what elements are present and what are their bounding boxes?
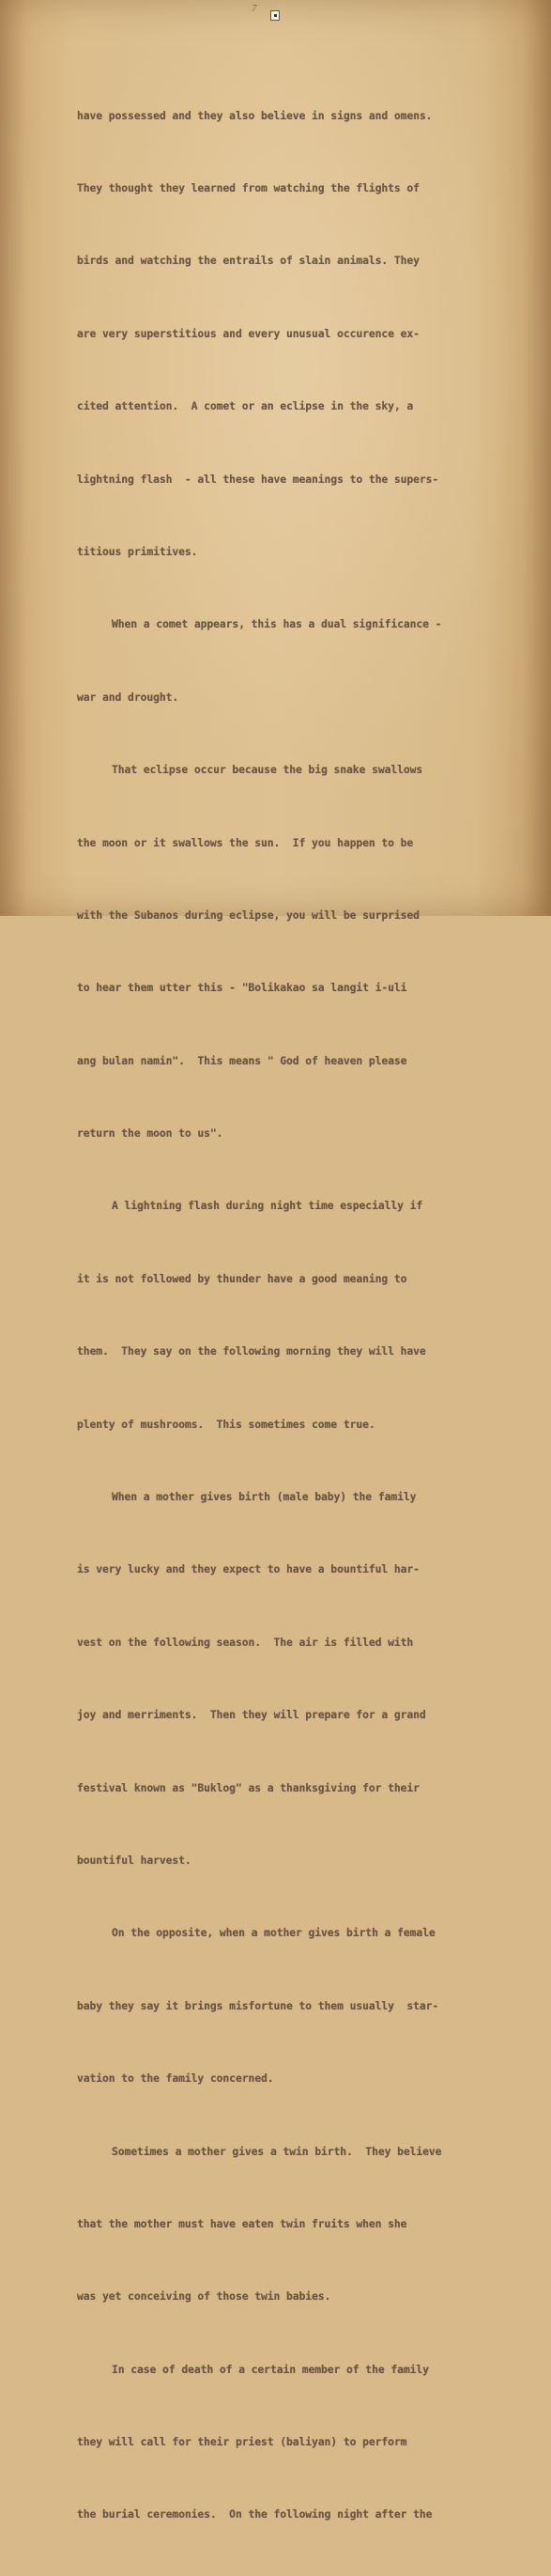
paragraph-first-line: In case of death of a certain member of the family — [112, 2362, 429, 2376]
paragraph-first-line: When a comet appears, this has a dual significance - — [112, 617, 442, 631]
binder-hole-icon — [270, 10, 280, 21]
text-line: joy and merriments. Then they will prepare for a grand — [77, 1708, 426, 1722]
body-text — [77, 55, 490, 2576]
text-line: vest on the following season. The air is filled with — [77, 1635, 414, 1649]
text-line: ang bulan namin". This means " God of heaven please — [77, 1053, 407, 1067]
text-line: bountiful harvest. — [77, 1853, 191, 1867]
paragraph-first-line: A lightning flash during night time especially if — [112, 1199, 423, 1213]
text-line: them. They say on the following morning they will have — [77, 1344, 426, 1358]
paragraph-first-line: Sometimes a mother gives a twin birth. They believe — [112, 2144, 442, 2158]
text-line: it is not followed by thunder have a good meaning to — [77, 1271, 407, 1285]
text-line: birds and watching the entrails of slain animals. They — [77, 254, 420, 268]
text-line: baby they say it brings misfortune to them usually star- — [77, 1998, 439, 2012]
paragraph-first-line: When a mother gives birth (male baby) the family — [112, 1490, 417, 1504]
text-line: titious primitives. — [77, 544, 198, 558]
text-line: was yet conceiving of those twin babies. — [77, 2289, 331, 2304]
text-line: cited attention. A comet or an eclipse in the sky, a — [77, 399, 414, 413]
page-number: 7 — [252, 3, 257, 14]
text-line: are very superstitious and every unusual occurence ex- — [77, 326, 420, 340]
text-line: to hear them utter this - "Bolikakao sa langit i-uli — [77, 981, 407, 995]
text-line: festival known as "Buklog" as a thanksgiving for their — [77, 1780, 420, 1794]
text-line: the burial ceremonies. On the following night after the — [77, 2507, 433, 2522]
text-line: lightning flash - all these have meanings to the supers- — [77, 472, 439, 486]
text-line: return the moon to us". — [77, 1126, 223, 1141]
text-line: that the mother must have eaten twin fruits when she — [77, 2216, 407, 2230]
text-line: war and drought. — [77, 690, 179, 704]
paragraph-first-line: On the opposite, when a mother gives birth a female — [112, 1926, 436, 1940]
text-line: plenty of mushrooms. This sometimes come true. — [77, 1417, 375, 1431]
text-line: they will call for their priest (baliyan) to perform — [77, 2435, 407, 2449]
text-line: vation to the family concerned. — [77, 2072, 274, 2086]
text-line: with the Subanos during eclipse, you will be surprised — [77, 908, 420, 922]
text-line: have possessed and they also believe in signs and omens. — [77, 108, 433, 122]
text-line: They thought they learned from watching the flights of — [77, 180, 420, 194]
text-line: the moon or it swallows the sun. If you happen to be — [77, 835, 414, 849]
paragraph-first-line: That eclipse occur because the big snake swallows — [112, 763, 423, 777]
text-line: is very lucky and they expect to have a bountiful har- — [77, 1562, 420, 1576]
